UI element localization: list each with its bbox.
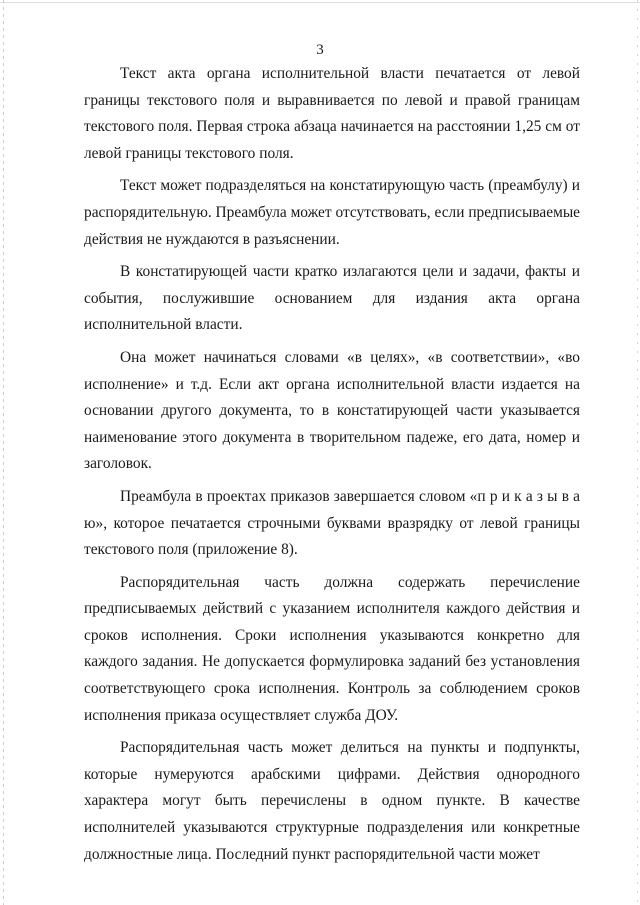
paragraph: В констатирующей части кратко излагаются цели и задачи, факты и события, послужившие основанием для издания акта органа исполнительной власти. <box>84 263 580 334</box>
paragraph: Преамбула в проектах приказов завершается словом «п р и к а з ы в а ю», которое печатается строчными буквами вразрядку от левой границы текстового поля (приложение 8). <box>84 487 580 559</box>
document-body <box>84 61 580 874</box>
scan-edge-left <box>3 0 4 905</box>
scan-edge-top <box>0 2 640 3</box>
paragraph: Текст может подразделяться на констатирующую часть (преамбулу) и распорядительную. Преамбула может отсутствовать, если предписываемые действия не нуждаются в разъяснении. <box>84 177 580 248</box>
paragraph: Текст акта органа исполнительной власти печатается от левой границы текстового поля и выравнивается по левой и правой границам текстового поля. Первая строка абзаца начинается на расстоянии 1,25 см от левой границы текстового поля. <box>84 65 580 162</box>
paragraph: Распорядительная часть должна содержать перечисление предписываемых действий с указанием исполнителя каждого действия и сроков исполнения. Сроки исполнения указываются конкретно для каждого задания. Не допускается формулировка заданий без установления соответствующего срока исполнения. Контроль за соблюдением сроков исполнения приказа осуществляет служба ДОУ. <box>84 573 580 724</box>
paragraph: Распорядительная часть может делиться на пункты и подпункты, которые нумеруются арабскими цифрами. Действия однородного характера могут быть перечислены в одном пункте. В качестве исполнителей указываются структурные подразделения или конкретные должностные лица. Последний пункт распорядительной части может <box>84 739 580 863</box>
paragraph: Она может начинаться словами «в целях», «в соответствии», «во исполнение» и т.д. Если акт органа исполнительной власти издается на основании другого документа, то в констатирующей части указывается наименование этого документа в творительном падеже, его дата, номер и заголовок. <box>84 348 580 473</box>
scan-edge-right <box>637 0 638 905</box>
page-number: 3 <box>316 42 324 58</box>
